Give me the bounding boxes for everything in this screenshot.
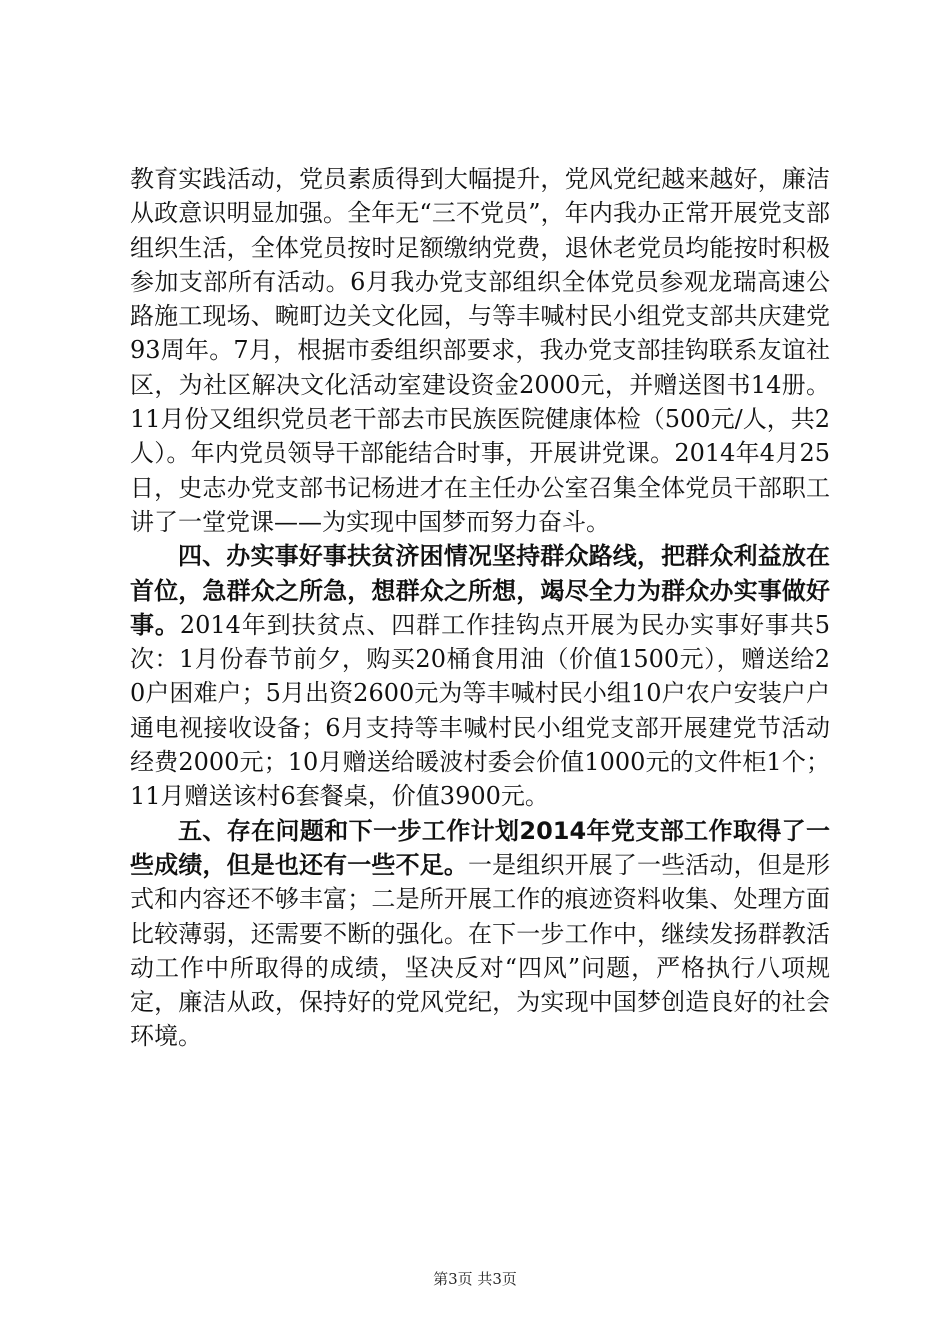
section-heading-five: 五、存在问题和下一步工作计划2014年党支部工作取得了一些成绩，但是也还有一些不足。 [130, 816, 830, 879]
paragraph-problems-plan [130, 814, 830, 1054]
page-number-footer: 第3页 共3页 [433, 1270, 517, 1288]
section-heading-four: 四、办实事好事扶贫济困情况坚持群众路线，把群众利益放在首位，急群众之所急，想群众之所想，竭尽全力为群众办实事做好事。 [130, 542, 830, 639]
paragraph-party-activities [130, 162, 830, 539]
document-body [130, 162, 830, 1054]
paragraph-text: 2014年到扶贫点、四群工作挂钩点开展为民办实事好事共5次：1月份春节前夕，购买20桶食用油（价值1500元），赠送给20户困难户；5月出资2600元为等丰喊村民小组10户农户安装户户通电视接收设备；6月支持等丰喊村民小组党支部开展建党节活动经费2000元；10月赠送给暖波村委会价值1000元的文件柜1个；11月赠送该村6套餐桌，价值3900元。 [130, 610, 830, 811]
paragraph-poverty-relief [130, 539, 830, 813]
paragraph-text: 一是组织开展了一些活动，但是形式和内容还不够丰富；二是所开展工作的痕迹资料收集、处理方面比较薄弱，还需要不断的强化。在下一步工作中，继续发扬群教活动工作中所取得的成绩，坚决反对“四风”问题，严格执行八项规定，廉洁从政，保持好的党风党纪，为实现中国梦创造良好的社会环境。 [130, 850, 830, 1051]
paragraph-text: 教育实践活动，党员素质得到大幅提升，党风党纪越来越好，廉洁从政意识明显加强。全年无“三不党员”，年内我办正常开展党支部组织生活，全体党员按时足额缴纳党费，退休老党员均能按时积极参加支部所有活动。6月我办党支部组织全体党员参观龙瑞高速公路施工现场、畹町边关文化园，与等丰喊村民小组党支部共庆建党93周年。7月，根据市委组织部要求，我办党支部挂钩联系友谊社区，为社区解决文化活动室建设资金2000元，并赠送图书14册。11月份又组织党员老干部去市民族医院健康体检（500元/人，共2人）。年内党员领导干部能结合时事，开展讲党课。2014年4月25日，史志办党支部书记杨进才在主任办公室召集全体党员干部职工讲了一堂党课——为实现中国梦而努力奋斗。 [130, 165, 830, 536]
